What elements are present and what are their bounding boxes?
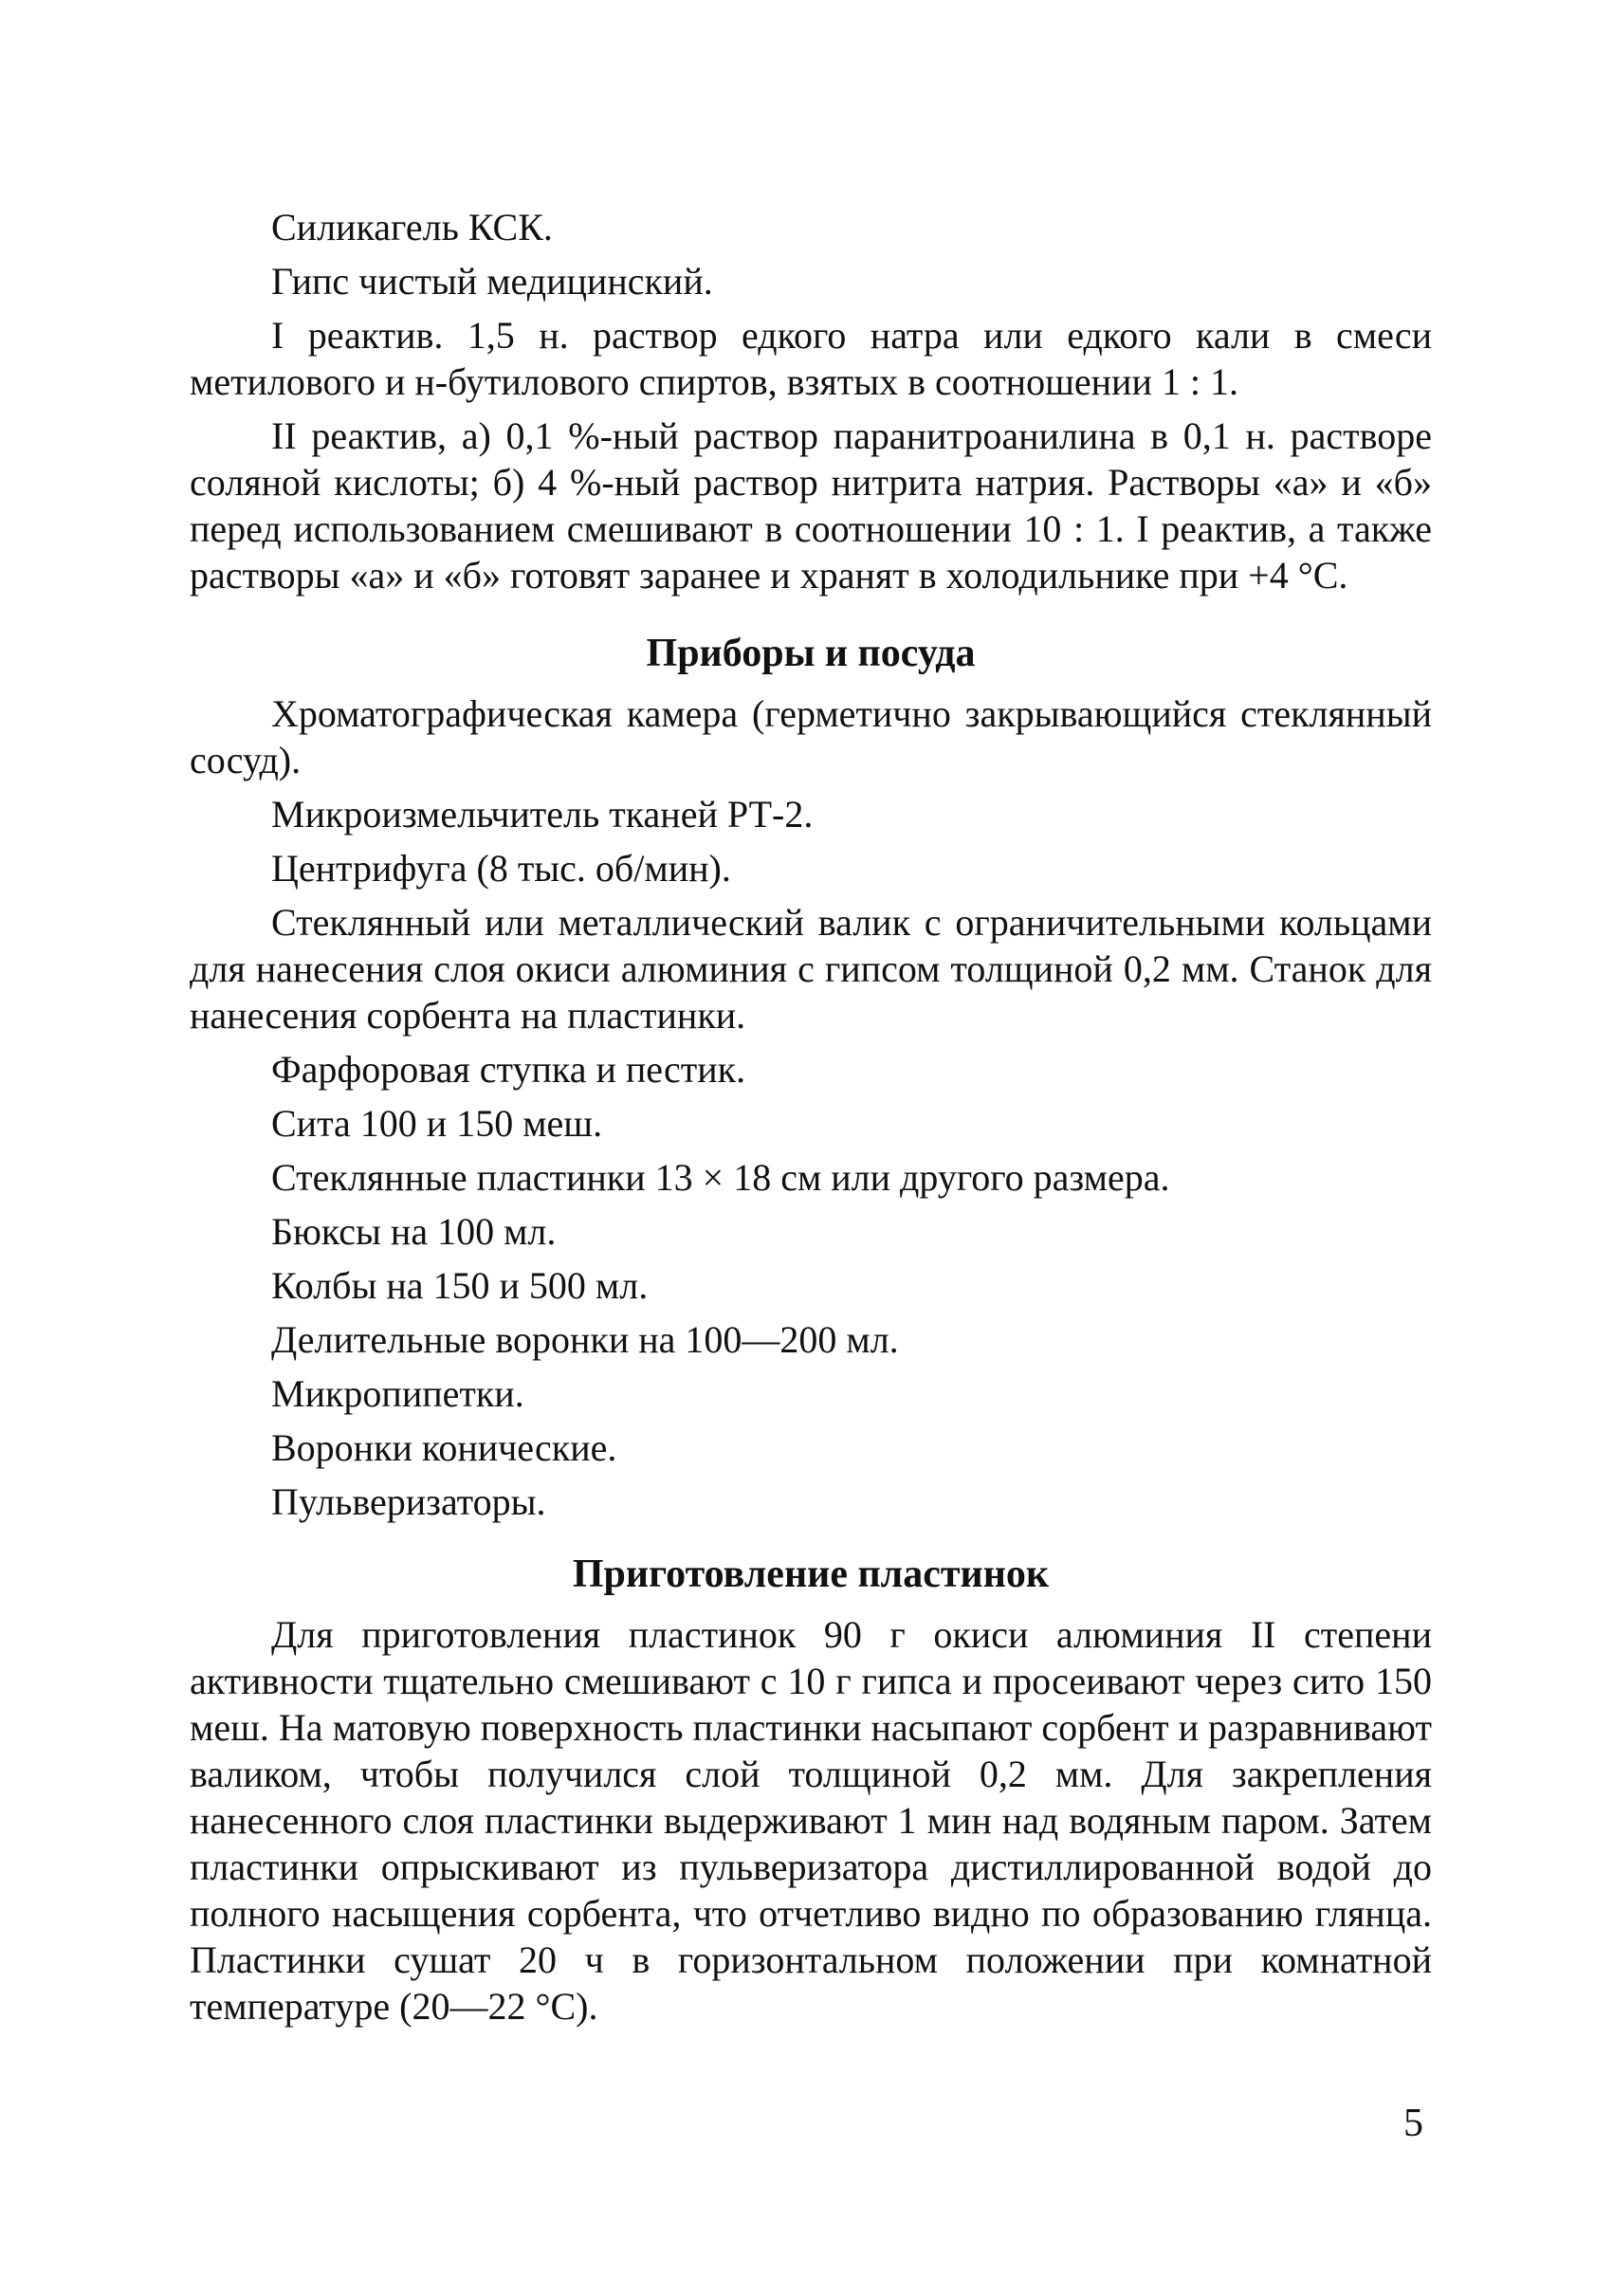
reagent-2: II реактив, а) 0,1 %-ный раствор паранитроанилина в 0,1 н. растворе соляной кислоты; б) 4 %-ный раствор нитрита натрия. Растворы «а» и «б» перед использованием смешивают в соотношении 10 : 1. I реактив, а также растворы «а» и «б» готовят заранее и хранят в холодильнике при +4 °С. <box>190 414 1432 597</box>
reagent-gypsum: Гипс чистый медицинский. <box>271 260 713 303</box>
equipment-item: Бюксы на 100 мл. <box>271 1210 557 1253</box>
reagent-silica-gel: Силикагель КСК. <box>271 206 553 248</box>
section-equipment-title: Приборы и посуда <box>646 632 976 675</box>
section-preparation-title: Приготовление пластинок <box>572 1552 1050 1596</box>
reagent-1: I реактив. 1,5 н. раствор едкого натра или едкого кали в смеси метилового и н-бутилового спиртов, взятых в соотношении 1 : 1. <box>190 314 1432 403</box>
equipment-item: Делительные воронки на 100—200 мл. <box>271 1318 899 1361</box>
equipment-item: Сита 100 и 150 меш. <box>271 1102 603 1145</box>
equipment-item: Микроизмельчитель тканей РТ-2. <box>271 793 814 836</box>
equipment-item: Хроматографическая камера (герметично закрывающийся стеклянный сосуд). <box>190 692 1432 781</box>
equipment-item: Микропипетки. <box>271 1372 524 1415</box>
page-body <box>190 204 1432 2030</box>
preparation-text: Для приготовления пластинок 90 г окиси алюминия II степени активности тщательно смешивают с 10 г гипса и просеивают через сито 150 меш. На матовую поверхность пластинки насыпают сорбент и разравнивают валиком, чтобы получился слой толщиной 0,2 мм. Для закрепления нанесенного слоя пластинки выдерживают 1 мин над водяным паром. Затем пластинки опрыскивают из пульверизатора дистиллированной водой до полного насыщения сорбента, что отчетливо видно по образованию глянца. Пластинки сушат 20 ч в горизонтальном положении при комнатной температуре (20—22 °С). <box>190 1613 1432 2028</box>
equipment-item: Воронки конические. <box>271 1426 617 1469</box>
equipment-item: Фарфоровая ступка и пестик. <box>271 1048 746 1091</box>
equipment-item: Стеклянные пластинки 13 × 18 см или другого размера. <box>271 1156 1170 1199</box>
equipment-item: Центрифуга (8 тыс. об/мин). <box>271 847 731 890</box>
equipment-item: Пульверизаторы. <box>271 1480 546 1523</box>
page-number: 5 <box>1403 2102 1423 2145</box>
equipment-item: Колбы на 150 и 500 мл. <box>271 1264 649 1307</box>
equipment-item: Стеклянный или металлический валик с ограничительными кольцами для нанесения слоя окиси алюминия с гипсом толщиной 0,2 мм. Станок для нанесения сорбента на пластинки. <box>190 901 1432 1037</box>
